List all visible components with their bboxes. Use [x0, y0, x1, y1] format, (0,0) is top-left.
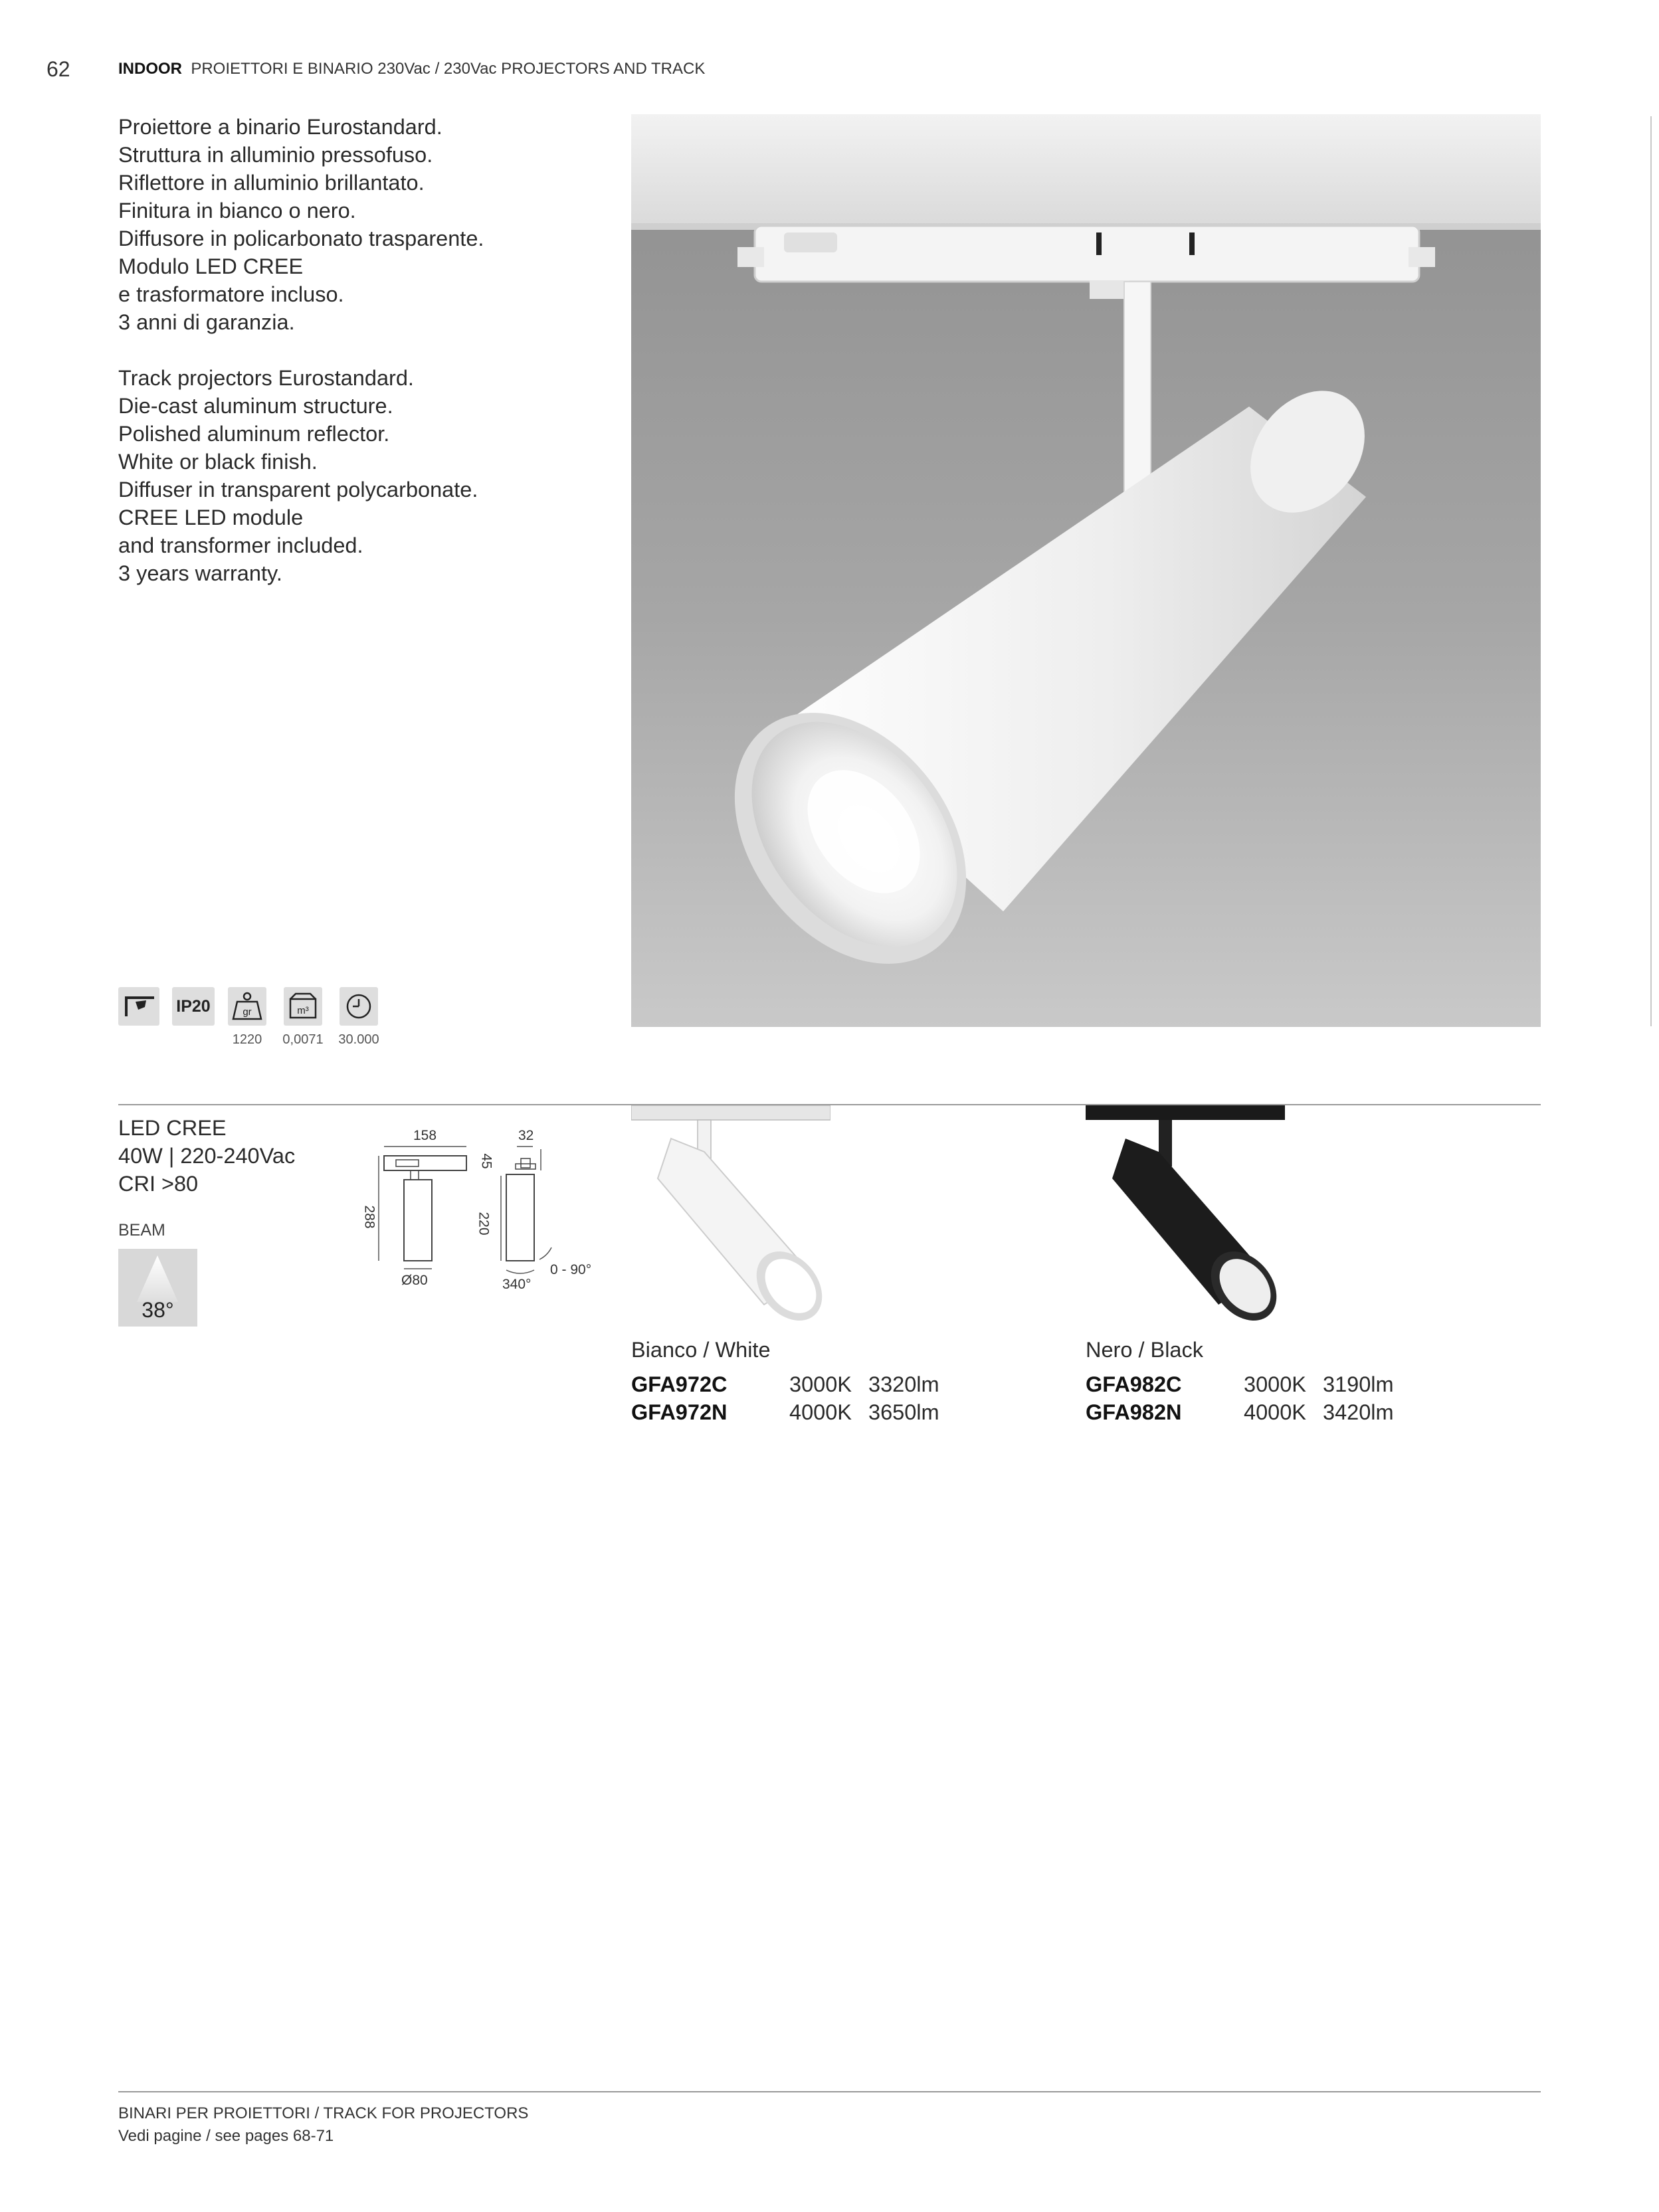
beam-angle: 38° [142, 1298, 174, 1322]
description-italian [118, 113, 597, 336]
header-line [118, 60, 705, 78]
volume-value: 0,0071 [282, 1032, 324, 1047]
dim-bracket: 45 [478, 1153, 494, 1169]
weight-value: 1220 [232, 1032, 262, 1047]
finish-label-white: Bianco / White [631, 1338, 771, 1362]
lumen-output: 3190lm [1323, 1372, 1394, 1396]
color-temperature: 4000K [789, 1400, 852, 1424]
footer-divider [118, 2091, 1541, 2092]
dim-rotation: 340° [502, 1277, 532, 1292]
product-code: GFA982N [1086, 1400, 1182, 1424]
product-code: GFA972C [631, 1372, 728, 1396]
page-number: 62 [47, 57, 70, 81]
spec-cri: CRI >80 [118, 1172, 199, 1196]
lumen-output: 3650lm [868, 1400, 939, 1424]
description-line: Track projectors Eurostandard. [118, 366, 414, 390]
product-code: GFA982C [1086, 1372, 1182, 1396]
description-line: and transformer included. [118, 533, 363, 557]
color-temperature: 3000K [1244, 1372, 1306, 1396]
dim-tilt: 0 - 90° [550, 1262, 592, 1277]
description-line: Riflettore in alluminio brillantato. [118, 171, 425, 195]
footer-title: BINARI PER PROIETTORI / TRACK FOR PROJECTORS [118, 2104, 529, 2122]
track-mount-icon [118, 987, 159, 1026]
description-line: Diffuser in transparent polycarbonate. [118, 478, 478, 502]
description-line: Diffusore in policarbonato trasparente. [118, 227, 484, 250]
description-line: 3 anni di garanzia. [118, 310, 295, 334]
color-temperature: 4000K [1244, 1400, 1306, 1424]
description-line: Modulo LED CREE [118, 254, 304, 278]
lumen-output: 3420lm [1323, 1400, 1394, 1424]
product-code: GFA972N [631, 1400, 728, 1424]
description-line: Die-cast aluminum structure. [118, 394, 393, 418]
lifetime-value: 30.000 [338, 1032, 379, 1047]
header-subtitle: PROIETTORI E BINARIO 230Vac / 230Vac PROJECTORS AND TRACK [191, 60, 706, 78]
svg-text:m³: m³ [297, 1005, 309, 1016]
finish-label-black: Nero / Black [1086, 1338, 1204, 1362]
ip-rating-badge: IP20 [172, 987, 215, 1026]
dimension-drawing [359, 1123, 605, 1309]
product-photo [631, 114, 1541, 1027]
description-line: Polished aluminum reflector. [118, 422, 390, 446]
spec-led-type: LED CREE [118, 1116, 227, 1140]
spec-power: 40W | 220-240Vac [118, 1144, 296, 1168]
volume-m3-icon [284, 987, 322, 1026]
description-line: 3 years warranty. [118, 561, 282, 585]
dim-depth: 32 [518, 1128, 534, 1143]
product-image-black [1086, 1105, 1285, 1325]
description-line: Struttura in alluminio pressofuso. [118, 143, 433, 167]
header-category: INDOOR [118, 60, 182, 78]
page-edge-line [1650, 116, 1652, 1026]
svg-text:gr: gr [243, 1006, 252, 1018]
description-line: White or black finish. [118, 450, 318, 474]
product-image-white [631, 1105, 830, 1325]
beam-icon [118, 1249, 197, 1327]
description-line: e trasformatore incluso. [118, 282, 344, 306]
dim-width: 158 [413, 1128, 437, 1143]
description-english [118, 364, 597, 587]
description-line: CREE LED module [118, 506, 304, 529]
dim-height-total: 288 [361, 1205, 377, 1229]
dim-height-body: 220 [476, 1212, 492, 1236]
lumen-output: 3320lm [868, 1372, 939, 1396]
clock-icon [340, 987, 378, 1026]
color-temperature: 3000K [789, 1372, 852, 1396]
beam-label: BEAM [118, 1221, 165, 1240]
dim-diameter: Ø80 [401, 1273, 428, 1288]
footer-pages-reference: Vedi pagine / see pages 68-71 [118, 2127, 334, 2145]
weight-gr-icon [228, 987, 266, 1026]
description-line: Finitura in bianco o nero. [118, 199, 356, 223]
description-line: Proiettore a binario Eurostandard. [118, 115, 442, 139]
